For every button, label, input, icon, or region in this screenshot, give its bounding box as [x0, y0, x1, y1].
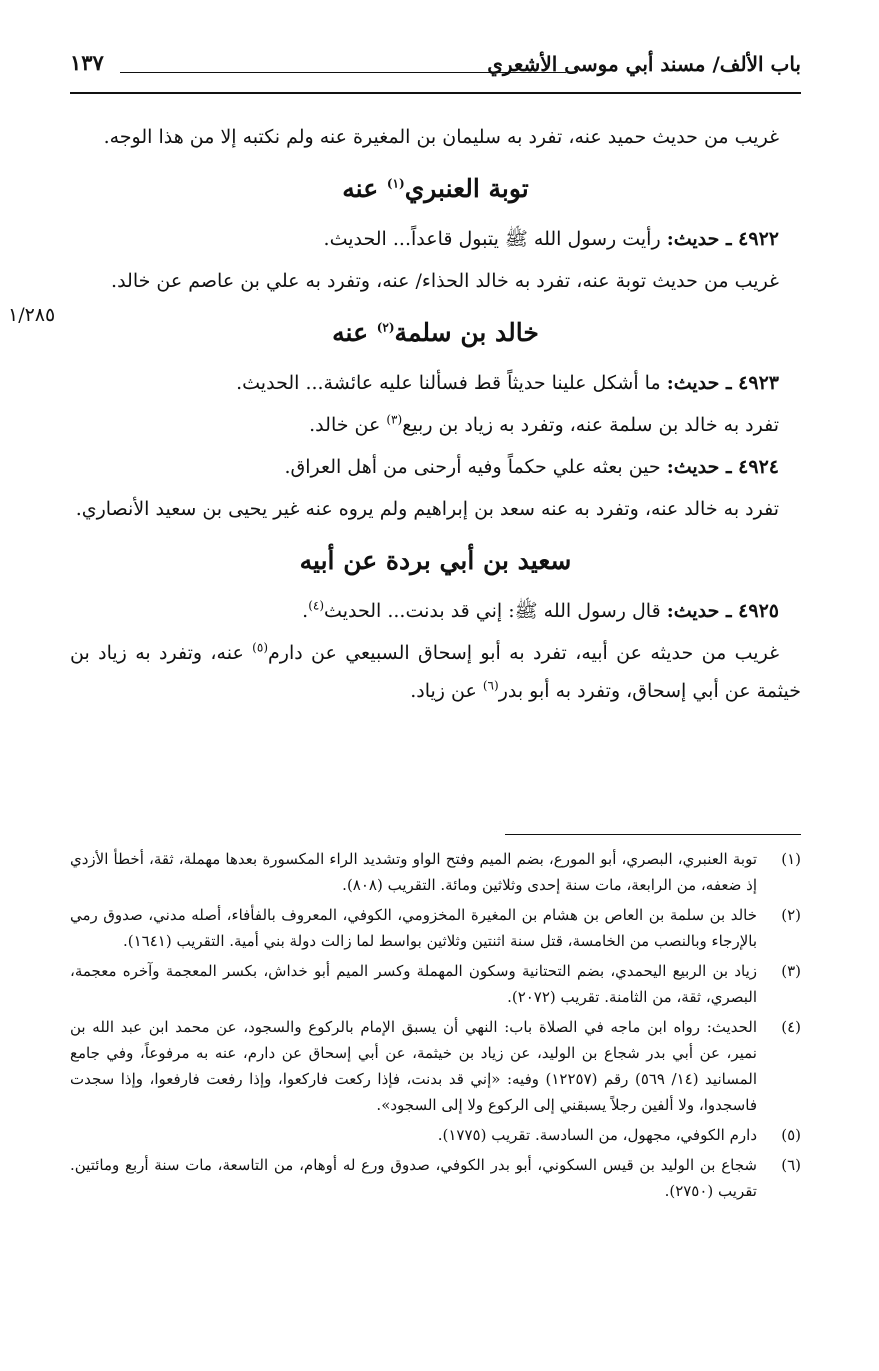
paragraph: تفرد به خالد عنه، وتفرد به عنه سعد بن إبراهيم ولم يروه عنه غير يحيى بن سعيد الأنصاري. [75, 498, 779, 520]
heading-text: خالد بن سلمة [394, 318, 539, 347]
hadith-number: ٤٩٢٣ ـ حديث: [666, 372, 779, 394]
footnote [70, 902, 801, 954]
footnote-text: توبة العنبري، البصري، أبو المورع، بضم الميم وفتح الواو وتشديد الراء المكسورة بعدها مهملة، ثقة، أخطأ الأزدي إذ ضعفه، من الرابعة، مات سنة إحدى وثلاثين ومائة. التقريب (٨٠٨). [70, 850, 757, 894]
footnote-text: زياد بن الربيع اليحمدي، بضم التحتانية وسكون المهملة وكسر الميم أبو خداش، بكسر المعجمة وآخره معجمة، البصري، ثقة، من الثامنة. تقريب (٢٠٧٢). [70, 962, 757, 1006]
paragraph [70, 634, 801, 710]
footnote-text: خالد بن سلمة بن العاص بن هشام بن المغيرة المخزومي، الكوفي، المعروف بالفأفاء، أصله مدني، صدوق رمي بالإرجاء وبالنصب من الخامسة، قتل سنة اثنتين وثلاثين بواسط لما زالت دولة بني أمية. التقريب (١٦٤١). [70, 906, 757, 950]
margin-manuscript-ref: ١/٢٨٥ [8, 304, 56, 326]
hadith-entry [70, 448, 801, 486]
hadith-entry [70, 364, 801, 402]
text-run: تفرد به خالد بن سلمة عنه، وتفرد به زياد بن ربيع [402, 414, 779, 436]
running-title: باب الألف/ مسند أبي موسى الأشعري [487, 52, 801, 76]
footnote-text: شجاع بن الوليد بن قيس السكوني، أبو بدر الكوفي، صدوق ورع له أوهام، من التاسعة، مات سنة أربع ومائتين. تقريب (٢٧٥٠). [70, 1156, 757, 1200]
paragraph [70, 406, 801, 444]
footnote-number: (٣) [781, 962, 801, 980]
footnote-ref: (٥) [252, 640, 268, 655]
hadith-text: قال رسول الله ﷺ: إني قد بدنت... الحديث [324, 600, 667, 622]
footnote [70, 846, 801, 898]
hadith-text: ما أشكل علينا حديثاً قط فسألنا عليه عائشة... الحديث. [236, 372, 667, 394]
heading-suffix: عنه [342, 174, 387, 203]
section-heading: سعيد بن أبي بردة عن أبيه [299, 546, 572, 575]
footnote-ref: (٣) [386, 412, 403, 427]
section-heading [70, 308, 801, 358]
text-run: عن خالد. [309, 414, 387, 436]
footnote-ref: (٤) [308, 598, 325, 613]
footnote-ref: (٢) [376, 320, 395, 335]
footnotes [70, 846, 801, 1208]
running-header [70, 48, 801, 94]
hadith-entry [70, 592, 801, 630]
footnote-number: (١) [781, 850, 801, 868]
paragraph: غريب من حديث توبة عنه، تفرد به خالد الحذاء/ عنه، وتفرد به علي بن عاصم عن خالد. [111, 270, 779, 292]
header-rule [120, 72, 566, 73]
hadith-number: ٤٩٢٢ ـ حديث: [666, 228, 779, 250]
paragraph: غريب من حديث حميد عنه، تفرد به سليمان بن المغيرة عنه ولم نكتبه إلا من هذا الوجه. [103, 126, 779, 148]
text-run: . [302, 600, 309, 622]
page-number: ١٣٧ [70, 50, 104, 75]
footnote-text: الحديث: رواه ابن ماجه في الصلاة باب: النهي أن يسبق الإمام بالركوع والسجود، عن محمد ابن عبد الله بن نمير، عن أبي بدر شجاع بن الوليد، عن زياد بن خيثمة، عن أبي إسحاق عن دارم، عنه به مرفوعاً، وفي جامع المسانيد (١٤/ ٥٦٩) رقم (١٢٢٥٧) وفيه: «إني قد بدنت، فإذا ركعت فاركعوا، وإذا رفعت فارفعوا، وإذا سجدت فاسجدوا، ولا ألفين رجلاً يسبقني إلى الركوع ولا إلى السجود». [70, 1018, 757, 1114]
hadith-text: حين بعثه علي حكماً وفيه أرحنى من أهل العراق. [284, 456, 667, 478]
footnote [70, 1122, 801, 1148]
text-run: عنه، وتفرد به زياد بن خيثمة عن أبي إسحاق، وتفرد به أبو بدر [70, 642, 801, 702]
footnote [70, 1014, 801, 1118]
footnote-number: (٢) [781, 906, 801, 924]
section-heading [70, 164, 801, 214]
footnote-ref: (٦) [482, 678, 499, 693]
hadith-number: ٤٩٢٥ ـ حديث: [666, 600, 779, 622]
text-run: عن زياد. [410, 680, 483, 702]
heading-text: توبة العنبري [404, 174, 529, 203]
footnote-number: (٥) [781, 1126, 801, 1144]
footnote [70, 958, 801, 1010]
footnote-separator [505, 834, 801, 835]
footnote-number: (٤) [781, 1018, 801, 1036]
hadith-entry [70, 220, 801, 258]
text-run: غريب من حديثه عن أبيه، تفرد به أبو إسحاق السبيعي عن دارم [268, 642, 780, 664]
heading-suffix: عنه [332, 318, 377, 347]
hadith-text: رأيت رسول الله ﷺ يتبول قاعداً... الحديث. [323, 228, 667, 250]
footnote [70, 1152, 801, 1204]
hadith-number: ٤٩٢٤ ـ حديث: [666, 456, 779, 478]
main-text [70, 118, 801, 714]
footnote-ref: (١) [386, 176, 405, 191]
footnote-text: دارم الكوفي، مجهول، من السادسة. تقريب (١٧٧٥). [437, 1126, 757, 1144]
footnote-number: (٦) [781, 1156, 801, 1174]
